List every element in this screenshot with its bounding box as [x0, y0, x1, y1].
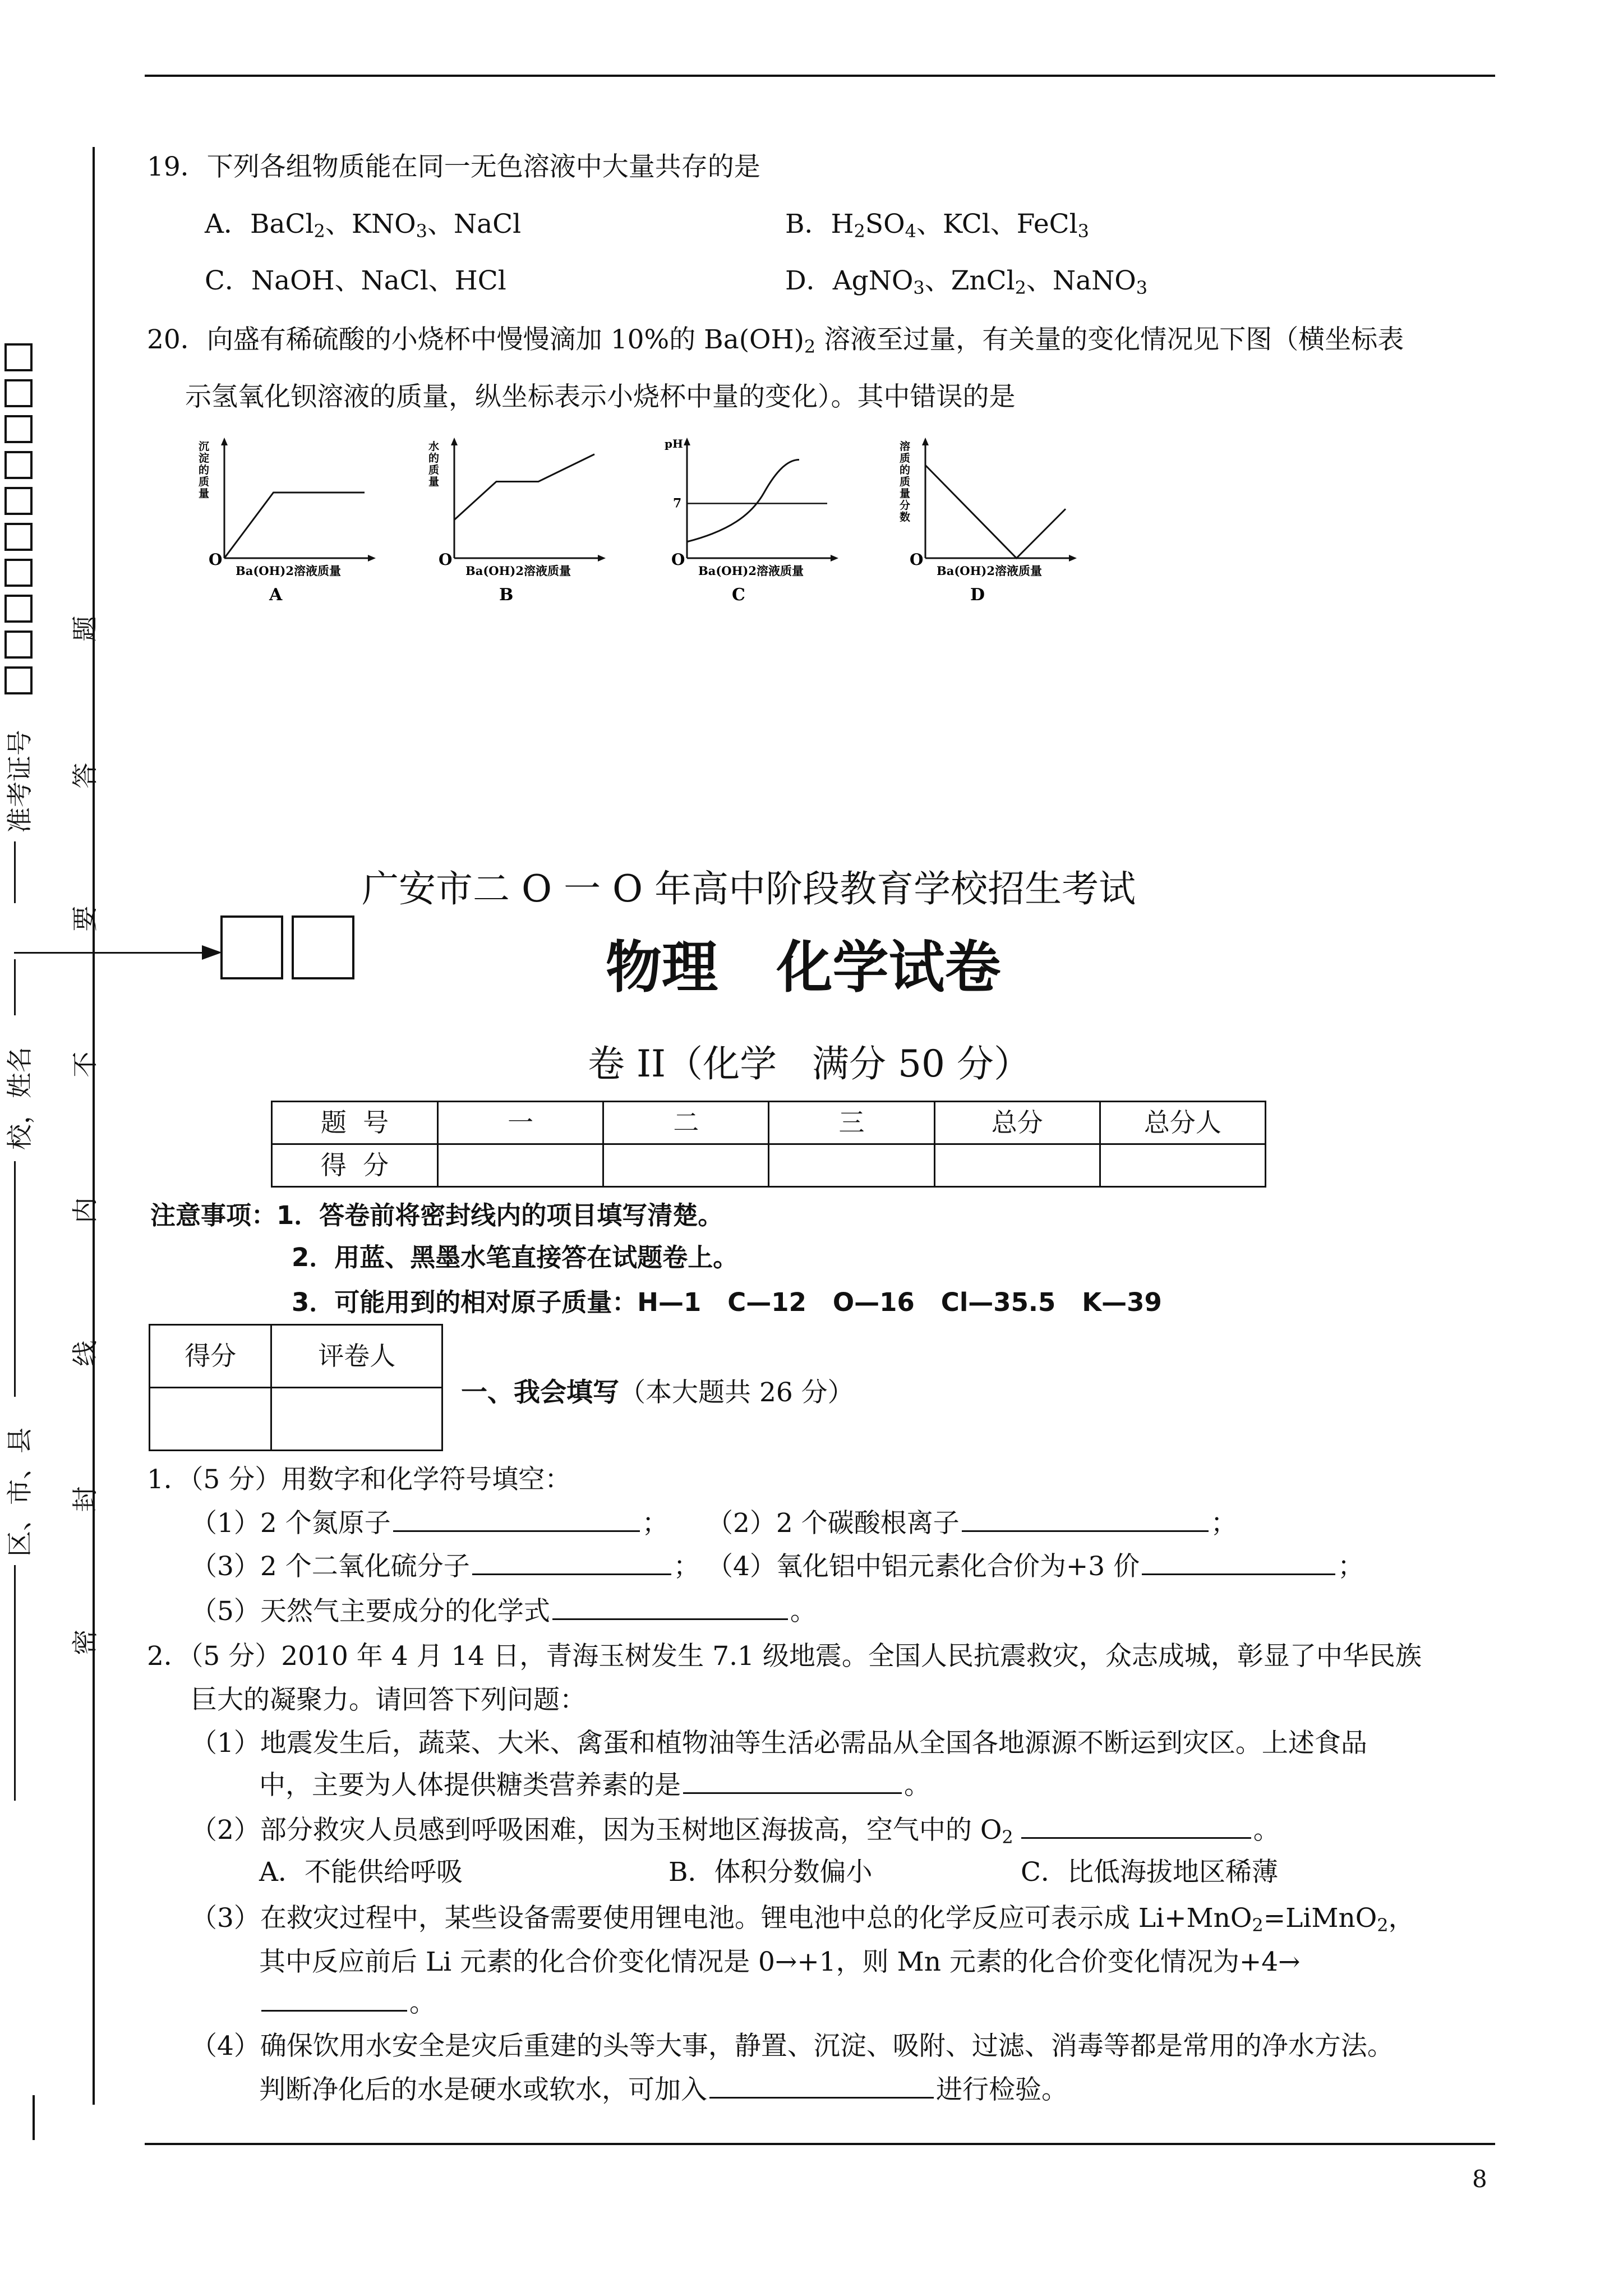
y-axis-label: 质 [900, 476, 911, 488]
y-axis-label: 量 [900, 487, 911, 500]
y-arrow-icon [684, 438, 690, 445]
q2-stem2: 巨大的凝聚力。请回答下列问题： [191, 1685, 586, 1715]
q2-p3c: 。 [259, 1987, 436, 2019]
answer-blank[interactable] [472, 1551, 671, 1575]
grader-name-cell[interactable] [271, 1388, 442, 1451]
y-axis-label: 沉 [199, 440, 210, 453]
y-axis-label: 分 [900, 499, 911, 512]
y-axis-label: 质 [199, 476, 210, 488]
exam-title: 广安市二 O 一 O 年高中阶段教育学校招生考试 [362, 867, 1136, 910]
q2-p2a: （2）部分救灾人员感到呼吸困难，因为玉树地区海拔高，空气中的 $O_2$ 。 [191, 1815, 1280, 1848]
answer-blank[interactable] [552, 1596, 788, 1620]
score-cell[interactable] [438, 1144, 603, 1187]
y-axis-label: 的 [900, 464, 911, 476]
score-header: 总分人 [1100, 1102, 1265, 1144]
box[interactable] [4, 523, 33, 551]
y-axis-label: pH [665, 437, 683, 450]
chart-c [648, 432, 850, 628]
data-line [925, 465, 1066, 558]
sidebar-underline [14, 959, 16, 1015]
score-header: 题 号 [272, 1102, 438, 1144]
notice-char: 线 [70, 1340, 100, 1366]
q20-line2: 示氢氧化钡溶液的质量，纵坐标表示小烧杯中量的变化）。其中错误的是 [185, 381, 1016, 412]
q1-item5: （5）天然气主要成分的化学式 。 [191, 1596, 817, 1627]
q1-item4: （4）氧化铝中铝元素化合价为+3 价 ； [707, 1551, 1364, 1582]
notes-line3: 3．可能用到的相对原子质量：H—1 C—12 O—16 Cl—35.5 K—39 [292, 1287, 1162, 1317]
score-header: 一 [438, 1102, 603, 1144]
origin-label: O [439, 550, 453, 569]
sidebar-underline [14, 1161, 16, 1397]
q19-stem: 19．下列各组物质能在同一无色溶液中大量共存的是 [147, 151, 760, 182]
score-cell[interactable] [934, 1144, 1100, 1187]
notice-char: 要 [70, 905, 100, 932]
chart-letter: B [499, 585, 514, 605]
score-cell[interactable] [769, 1144, 934, 1187]
notice-char: 封 [70, 1486, 100, 1512]
notice-char: 内 [70, 1197, 100, 1223]
answer-blank[interactable] [683, 1770, 902, 1794]
section1-heading: 一、我会填写（本大题共 26 分） [461, 1377, 854, 1408]
x-axis-label: Ba(OH)2溶液质量 [236, 564, 341, 578]
q1-item1: （1）2 个氮原子 ； [191, 1508, 668, 1539]
y-axis-label: 质 [900, 452, 911, 464]
y-axis-label: 质 [428, 464, 440, 476]
q2-p2-option-c[interactable]: C．比低海拔地区稀薄 [1021, 1857, 1278, 1888]
q2-p2-option-b[interactable]: B．体积分数偏小 [668, 1857, 873, 1888]
x-arrow-icon [1069, 555, 1077, 562]
y-axis-label: 数 [900, 511, 911, 523]
x-arrow-icon [831, 555, 838, 562]
notes-line1: 注意事项：1．答卷前将密封线内的项目填写清楚。 [150, 1200, 723, 1230]
x-axis-label: Ba(OH)2溶液质量 [698, 564, 804, 578]
score-row-label: 得 分 [272, 1144, 438, 1187]
sidebar-notice [70, 0, 104, 2296]
page-number: 8 [1472, 2165, 1487, 2193]
box[interactable] [4, 559, 33, 587]
chart-letter: A [269, 585, 283, 605]
q19-option-d: D．AgNO$_3$、ZnCl$_2$、NaNO$_3$ [785, 265, 1148, 298]
y-axis-label: 量 [199, 487, 210, 500]
box[interactable] [4, 595, 33, 623]
y-axis-label: 的 [199, 464, 210, 476]
box[interactable] [4, 451, 33, 479]
option-label: D． [785, 265, 833, 296]
sidebar-zkzh: 准考证号 [4, 730, 35, 833]
grader-score-cell[interactable] [150, 1388, 271, 1451]
q1-item3: （3）2 个二氧化硫分子 ； [191, 1551, 700, 1582]
origin-label: O [671, 550, 685, 569]
answer-blank[interactable] [709, 2074, 934, 2099]
sidebar-underline [14, 841, 16, 903]
box[interactable] [4, 343, 33, 371]
q2-p2-option-a[interactable]: A．不能供给呼吸 [259, 1857, 463, 1888]
sidebar-school: 校，姓名 [4, 1047, 35, 1150]
q2-p3a: （3）在救灾过程中，某些设备需要使用锂电池。锂电池中总的化学反应可表示成 Li+MnO$_2$=LiMnO$_2$， [191, 1903, 1415, 1936]
notes-line2: 2．用蓝、黑墨水笔直接答在试题卷上。 [292, 1243, 739, 1272]
grader-name-label: 评卷人 [271, 1325, 442, 1388]
q1-stem: 1．（5 分）用数字和化学符号填空： [147, 1464, 571, 1495]
x-arrow-icon [598, 555, 606, 562]
score-cell[interactable] [1100, 1144, 1265, 1187]
answer-blank[interactable] [962, 1508, 1209, 1532]
box[interactable] [4, 379, 33, 407]
notice-char: 题 [70, 615, 100, 642]
y-arrow-icon [221, 438, 228, 445]
answer-blank[interactable] [393, 1508, 640, 1532]
box[interactable] [4, 487, 33, 515]
option-label: B． [785, 209, 831, 240]
q19-option-b: B．$H_2SO_4$、KCl、FeCl$_3$ [785, 209, 1090, 242]
q19-option-c: C．NaOH、NaCl、HCl [205, 265, 506, 296]
chart-a [185, 432, 387, 628]
chart-d [886, 432, 1088, 628]
q2-p4a: （4）确保饮用水安全是灾后重建的头等大事，静置、沉淀、吸附、过滤、消毒等都是常用的净水方法。 [191, 2031, 1394, 2062]
sidebar-district: 区、市、县 [4, 1428, 35, 1557]
q19-option-a: A．BaCl$_2$、$KNO_3$、NaCl [205, 209, 522, 242]
option-label: C． [205, 265, 251, 296]
q1-item2: （2）2 个碳酸根离子 ； [707, 1508, 1237, 1539]
top-rule [145, 75, 1495, 77]
q2-p3b: 其中反应前后 Li 元素的化合价变化情况是 0→+1，则 Mn 元素的化合价变化情况为+4→ [259, 1947, 1301, 1977]
chart-letter: C [732, 585, 745, 605]
x-arrow-icon [368, 555, 376, 562]
origin-label: O [910, 550, 924, 569]
notice-char: 不 [70, 1051, 100, 1078]
notice-char: 密 [70, 1629, 100, 1655]
chart-b [415, 432, 617, 628]
data-line [687, 460, 799, 542]
score-header: 二 [603, 1102, 769, 1144]
x-axis-label: Ba(OH)2溶液质量 [937, 564, 1042, 578]
y-axis-label: 的 [428, 452, 440, 464]
reference-label: 7 [673, 496, 682, 511]
option-label: A． [205, 209, 250, 240]
q2-p1a: （1）地震发生后，蔬菜、大米、禽蛋和植物油等生活必需品从全国各地源源不断运到灾区。上述食品 [191, 1728, 1367, 1759]
q2-stem1: 2．（5 分）2010 年 4 月 14 日，青海玉树发生 7.1 级地震。全国人民抗震救灾，众志成城，彰显了中华民族 [147, 1641, 1422, 1672]
data-line [224, 493, 365, 558]
chart-letter: D [970, 585, 985, 605]
small-box-2[interactable] [292, 915, 354, 979]
y-axis-label: 溶 [900, 440, 911, 453]
y-arrow-icon [922, 438, 929, 445]
y-axis-label: 淀 [199, 452, 210, 464]
small-box-1[interactable] [220, 915, 283, 979]
answer-blank[interactable] [1021, 1815, 1251, 1839]
box[interactable] [4, 415, 33, 443]
score-table [271, 1101, 1266, 1188]
sidebar-underline [14, 1565, 16, 1801]
origin-label: O [209, 550, 223, 569]
y-axis-label: 量 [428, 476, 440, 488]
grader-score-label: 得分 [150, 1325, 271, 1388]
q20-line1: 20．向盛有稀硫酸的小烧杯中慢慢滴加 10%的 $Ba(OH)_2$ 溶液至过量，有关量的变化情况见下图（横坐标表 [147, 324, 1404, 357]
notice-char: 答 [70, 762, 100, 789]
grader-table [149, 1324, 443, 1451]
answer-blank[interactable] [261, 1987, 407, 2012]
box[interactable] [4, 631, 33, 659]
q2-p4b: 判断净化后的水是硬水或软水，可加入 进行检验。 [259, 2074, 1068, 2105]
q2-p1b: 中，主要为人体提供糖类营养素的是 。 [259, 1770, 930, 1801]
score-header: 三 [769, 1102, 934, 1144]
part-title: 卷 II（化学 满分 50 分） [588, 1042, 1031, 1085]
score-header: 总分 [934, 1102, 1100, 1144]
bottom-rule [145, 2143, 1495, 2145]
score-cell[interactable] [603, 1144, 769, 1187]
box[interactable] [4, 666, 33, 694]
y-arrow-icon [451, 438, 458, 445]
paper-title: 物理 化学试卷 [606, 935, 1001, 1000]
sidebar-end-mark [33, 2095, 35, 2140]
answer-blank[interactable] [1142, 1551, 1335, 1575]
y-axis-label: 水 [428, 440, 440, 453]
arrow-shaft [14, 952, 210, 954]
x-axis-label: Ba(OH)2溶液质量 [465, 564, 571, 578]
data-line [454, 454, 594, 520]
